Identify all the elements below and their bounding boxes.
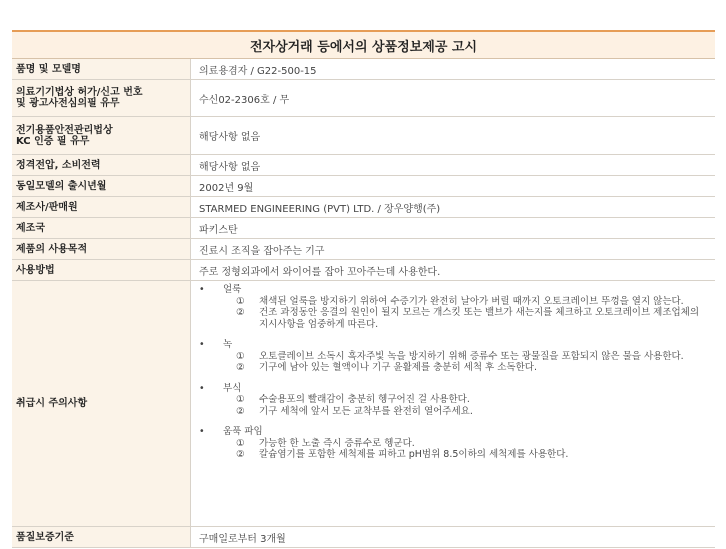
table-row [12,260,715,281]
caution-section [199,383,707,418]
row-value: 구매일로부터 3개월 [191,527,716,548]
caution-section-heading [199,426,707,438]
row-label: 동일모델의 출시년월 [12,176,191,197]
caution-item-text: 기구 세척에 앞서 모든 교착부를 완전히 열어주세요. [259,405,473,417]
caution-item [199,394,707,406]
bullet-icon: • [199,382,205,394]
row-value: 해당사항 없음 [191,155,716,176]
row-label [12,80,191,117]
caution-section-heading [199,284,707,296]
table-row [12,117,715,155]
row-value: STARMED ENGINEERING (PVT) LTD. / 장우양행(주) [191,197,716,218]
row-label: 제조국 [12,218,191,239]
row-label-line1: 전기용품안전관리법상 [16,124,113,136]
caution-section-heading [199,383,707,395]
caution-item-text: 채색된 얼룩을 방지하기 위하여 수증기가 완전히 날아가 버릴 때까지 오토크레이브 뚜껑을 열지 않는다. [259,295,684,307]
table-row [12,59,715,80]
caution-item-text: 수술용포의 빨래감이 충분히 헹구어진 걸 사용한다. [259,394,470,405]
caution-item-number: ① [236,437,245,449]
caution-section [199,339,707,374]
table-row [12,155,715,176]
row-value: 의료용겸자 / G22-500-15 [191,59,716,80]
title-row [12,31,715,59]
caution-row [12,281,715,527]
caution-section-title: 부식 [223,382,242,394]
table-row [12,527,715,548]
row-label-line2: 및 광고사전심의필 유무 [16,98,120,109]
caution-item [199,406,707,418]
caution-section-title: 움푹 파임 [223,426,263,437]
table-row [12,176,715,197]
caution-item-number: ② [236,449,245,460]
row-label-line1: 의료기기법상 허가/신고 번호 [16,87,143,98]
caution-item-number: ② [236,362,245,373]
table-row [12,218,715,239]
bullet-icon: • [199,284,205,295]
row-label: 정격전압, 소비전력 [12,155,191,176]
caution-item [199,307,707,330]
caution-item [199,362,707,374]
caution-item [199,438,707,450]
row-value: 파키스탄 [191,218,716,239]
table-row [12,197,715,218]
row-value: 진료시 조직을 잡아주는 기구 [191,239,716,260]
caution-section-heading [199,339,707,351]
caution-item [199,296,707,308]
caution-section [199,284,707,330]
caution-item-text: 가능한 한 노출 즉시 증류수로 헹군다. [259,437,415,449]
row-value: 수신02-2306호 / 무 [191,80,716,117]
caution-item-text: 건조 과정동안 응결의 원인이 될지 모르는 개스킷 또는 밸브가 새는지를 체크하고 오토크레이브 제조업체의 지시사항을 엄중하게 따른다. [259,307,700,330]
caution-item-text: 기구에 남아 있는 혈액이나 기구 윤활제를 충분히 세척 후 소독한다. [259,362,537,373]
caution-section-title: 녹 [223,339,233,350]
caution-item [199,351,707,363]
product-info-table [12,30,715,548]
row-label: 제조사/판매원 [12,197,191,218]
caution-item-number: ② [236,405,245,417]
caution-item-number: ① [236,394,245,405]
caution-list [199,281,707,461]
caution-item-number: ② [236,307,245,318]
caution-section-title: 얼룩 [223,284,242,295]
row-label: 품명 및 모델명 [12,59,191,80]
caution-item-number: ① [236,295,245,307]
caution-item [199,449,707,461]
bullet-icon: • [199,426,205,437]
caution-item-text: 오토클레이브 소독시 흑자주빛 녹을 방지하기 위해 증류수 또는 광물질을 포함되지 않은 물을 사용한다. [259,350,684,362]
row-label: 취급시 주의사항 [12,281,191,527]
table-title: 전자상거래 등에서의 상품정보제공 고시 [12,31,715,59]
row-label: 사용방법 [12,260,191,281]
row-value: 주로 정형외과에서 와이어를 잡아 꼬아주는데 사용한다. [191,260,716,281]
row-label: 제품의 사용목적 [12,239,191,260]
row-value: 2002년 9월 [191,176,716,197]
row-value: 해당사항 없음 [191,117,716,155]
table-row [12,80,715,117]
caution-section [199,426,707,461]
caution-item-number: ① [236,350,245,362]
caution-content [191,281,716,527]
table-row [12,239,715,260]
caution-item-text: 칼슘염기를 포함한 세척제를 피하고 pH범위 8.5이하의 세척제를 사용한다. [259,449,569,460]
row-label: 품질보증기준 [12,527,191,548]
row-label [12,117,191,155]
bullet-icon: • [199,339,205,350]
row-label-line2: KC 인증 필 유무 [16,135,90,147]
